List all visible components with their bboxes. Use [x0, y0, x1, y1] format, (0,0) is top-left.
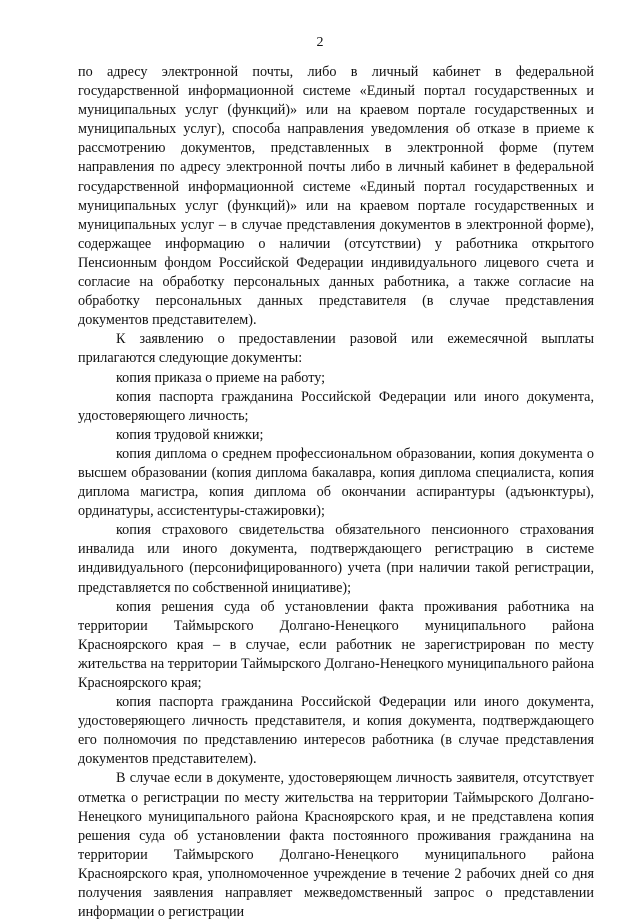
paragraph-attached-documents-intro: К заявлению о предоставлении разовой или ежемесячной выплаты прилагаются следующие документы: [78, 331, 594, 367]
list-item-diploma: копия диплома о среднем профессиональном образовании, копия документа о высшем образовании (копия диплома бакалавра, копия диплома специалиста, копия диплома магистра, копия диплома об окончании аспирантуры (адъюнктуры), ординатуры, ассистентуры-стажировки); [78, 445, 594, 520]
list-item-work-book: копия трудовой книжки; [116, 426, 264, 443]
list-item-passport: копия паспорта гражданина Российской Федерации или иного документа, удостоверяющего личность; [78, 388, 594, 424]
list-item-insurance-certificate: копия страхового свидетельства обязательного пенсионного страхования инвалида или иного документа, подтверждающего регистрацию в системе индивидуального (персонифицированного) учета (при наличии такой регистрации, представляется по собственной инициативе); [78, 522, 594, 596]
list-item-representative-documents: копия паспорта гражданина Российской Федерации или иного документа, удостоверяющего личность представителя, и копия документа, подтверждающего его полномочия по представлению интересов работника (в случае представления документов представителем). [78, 694, 594, 768]
page-number: 2 [316, 35, 324, 50]
list-item-court-decision: копия решения суда об установлении факта проживания работника на территории Таймырского Долгано-Ненецкого муниципального района Красноярского края – в случае, если работник не зарегистрирован по месту жительства на территории Таймырского Долгано-Ненецкого муниципального района Красноярского края; [78, 598, 594, 691]
document-body [78, 63, 594, 922]
paragraph-registration-request: В случае если в документе, удостоверяющем личность заявителя, отсутствует отметка о регистрации по месту жительства на территории Таймырского Долгано-Ненецкого муниципального района Красноярского края, и не представлена копия решения суда об установлении факта постоянного проживания гражданина на территории Таймырского Долгано-Ненецкого муниципального района Красноярского края, уполномоченное учреждение в течение 2 рабочих дней со дня получения заявления направляет межведомственный запрос о представлении информации о регистрации [78, 770, 594, 921]
list-item-hiring-order: копия приказа о приеме на работу; [116, 369, 326, 386]
paragraph-contact-method: по адресу электронной почты, либо в личный кабинет в федеральной государственной информационной системе «Единый портал государственных и муниципальных услуг (функций)» или на краевом портале государственных и муниципальных услуг), способа направления уведомления об отказе в приеме к рассмотрению документов, представленных в электронной форме (путем направления по адресу электронной почты либо в личный кабинет в федеральной государственной информационной системе «Единый портал государственных и муниципальных услуг (функций)» или на краевом портале государственных и муниципальных услуг – в случае представления документов в электронной форме), содержащее информацию о наличии (отсутствии) у работника открытого Пенсионным фондом Российской Федерации индивидуального лицевого счета и согласие на обработку персональных данных работника, а также согласие на обработку персональных данных представителя (в случае представления документов представителем). [78, 64, 594, 329]
